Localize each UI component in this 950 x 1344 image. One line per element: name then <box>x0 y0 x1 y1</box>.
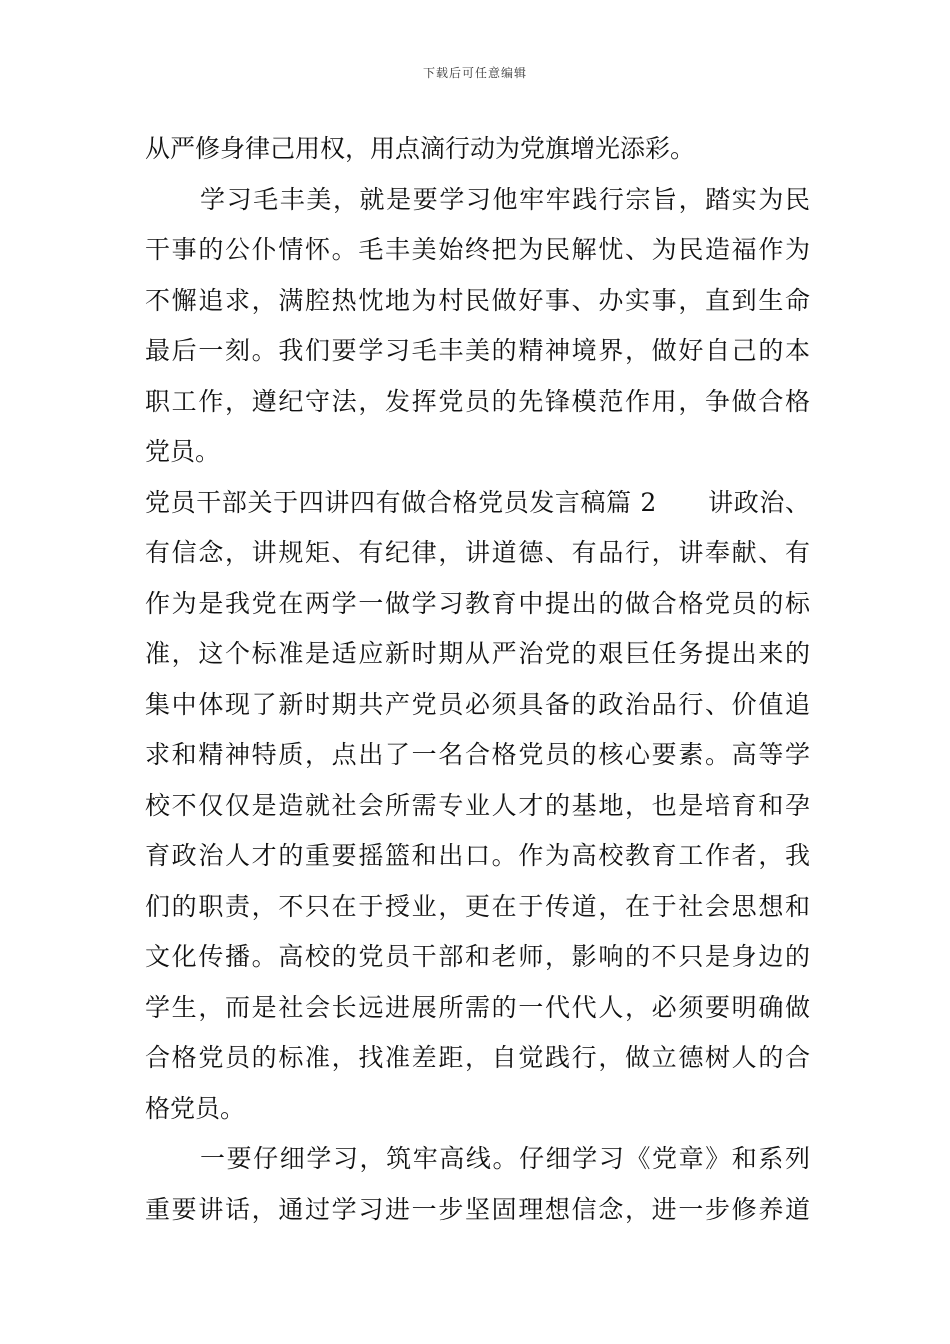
document-body <box>145 124 810 1235</box>
body-text-line: 有信念，讲规矩、有纪律，讲道德、有品行，讲奉献、有 <box>145 538 810 567</box>
body-text-line: 最后一刻。我们要学习毛丰美的精神境界，做好自己的本 <box>145 336 810 365</box>
body-text-line: 集中体现了新时期共产党员必须具备的政治品行、价值追 <box>145 689 810 719</box>
body-text-line: 们的职责，不只在于授业，更在于传道，在于社会思想和 <box>145 891 810 921</box>
body-text-line: 学生，而是社会长远进展所需的一代代人，必须要明确做 <box>145 992 810 1022</box>
body-text-line: 作为是我党在两学一做学习教育中提出的做合格党员的标 <box>145 588 810 618</box>
body-text-line: 格党员。 <box>145 1093 246 1123</box>
body-text-line: 准，这个标准是适应新时期从严治党的艰巨任务提出来的 <box>145 639 810 668</box>
body-text-line: 求和精神特质，点出了一名合格党员的核心要素。高等学 <box>145 740 810 769</box>
body-text-line: 从严修身律己用权，用点滴行动为党旗增光添彩。 <box>145 134 696 163</box>
page-header: 下载后可任意编辑 <box>422 66 527 80</box>
body-text-line: 育政治人才的重要摇篮和出口。作为高校教育工作者，我 <box>145 841 810 870</box>
body-text-line: 合格党员的标准，找准差距，自觉践行，做立德树人的合 <box>145 1043 810 1072</box>
body-text-line: 不懈追求，满腔热忱地为村民做好事、办实事，直到生命 <box>145 285 810 315</box>
body-text-line: 职工作，遵纪守法，发挥党员的先锋模范作用，争做合格 <box>145 386 810 416</box>
body-text-line: 重要讲话，通过学习进一步坚固理想信念，进一步修养道 <box>145 1194 810 1224</box>
body-text-line: 党员。 <box>145 437 221 466</box>
body-text-line: 校不仅仅是造就社会所需专业人才的基地，也是培育和孕 <box>145 790 810 820</box>
body-text-line: 文化传播。高校的党员干部和老师，影响的不只是身边的 <box>145 942 810 971</box>
body-text-line: 干事的公仆情怀。毛丰美始终把为民解忧、为民造福作为 <box>145 235 810 264</box>
body-text-line: 一要仔细学习，筑牢高线。仔细学习《党章》和系列 <box>200 1144 810 1173</box>
body-text-line: 学习毛丰美，就是要学习他牢牢践行宗旨，踏实为民 <box>200 184 810 214</box>
body-text-line: 党员干部关于四讲四有做合格党员发言稿篇 2 讲政治、 <box>145 487 810 517</box>
